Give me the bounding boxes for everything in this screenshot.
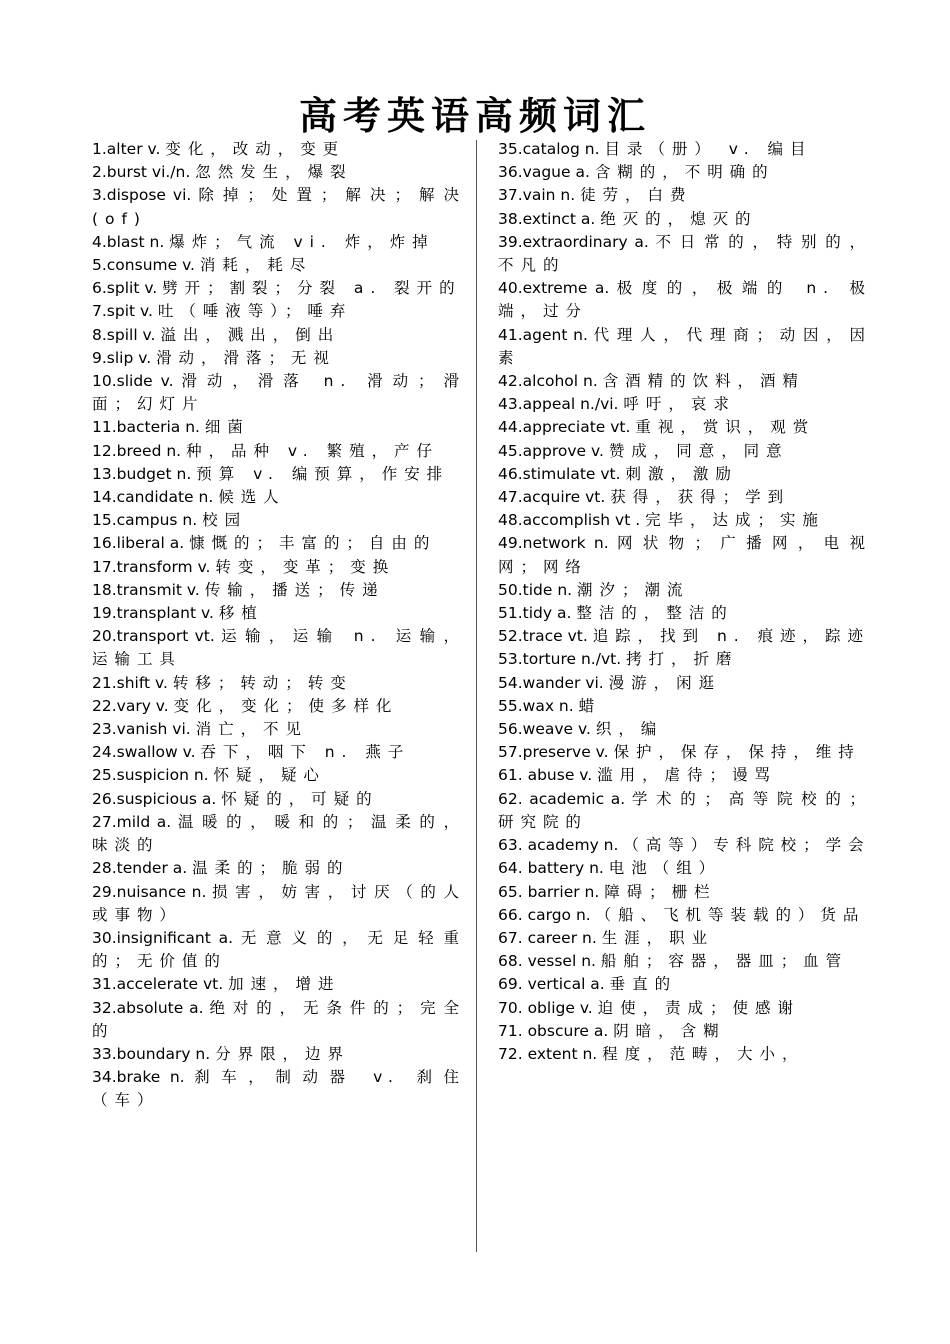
vocab-entry [92,184,466,230]
vocab-entry [498,579,872,602]
vocabulary-column-right [498,138,872,1066]
vocab-entry [92,416,466,439]
vocab-headword: 12.breed n. [92,441,182,460]
vocab-definition: 呼吁，哀求 [623,395,736,414]
vocab-entry [498,1043,872,1066]
vocab-entry [498,950,872,973]
vocab-entry [498,463,872,486]
vocab-headword: 54.wander vi. [498,673,604,692]
vocab-headword: 11.bacteria n. [92,418,200,437]
vocab-entry [498,672,872,695]
vocab-definition: 重视，赏识，观赏 [635,418,816,437]
vocab-headword: 50.tide n. [498,580,573,599]
vocab-definition: （高等）专科院校；学会 [623,836,871,855]
vocab-headword: 29.nuisance n. [92,882,207,901]
vocab-headword: 9.slip v. [92,348,152,367]
vocab-headword: 53.torture n./vt. [498,650,622,669]
vocab-definition: 吞下，咽下 n. 燕子 [200,743,411,762]
vocab-headword: 22.vary v. [92,696,169,715]
vocab-headword: 25.suspicion n. [92,766,209,785]
vocab-definition: 爆炸；气流 vi. 炸，炸掉 [169,232,435,251]
vocab-headword: 27.mild a. [92,812,172,831]
column-divider [476,140,477,1252]
vocab-definition: 学术的；高等院校的；研究院的 [498,789,872,831]
vocab-entry [498,764,872,787]
vocab-definition: 蜡 [578,696,602,715]
vocab-entry [92,788,466,811]
vocab-definition: 移植 [218,604,264,623]
vocab-headword: 63. academy n. [498,836,619,855]
vocab-headword: 17.transform v. [92,557,211,576]
vocab-definition: 代理人，代理商；动因，因素 [498,325,872,367]
vocab-headword: 34.brake n. [92,1068,185,1087]
vocab-headword: 18.transmit v. [92,580,200,599]
vocab-entry [92,277,466,300]
vocab-definition: 含糊的，不明确的 [594,163,775,182]
vocab-entry [498,161,872,184]
vocab-headword: 66. cargo n. [498,905,591,924]
vocab-entry [498,208,872,231]
vocab-definition: 运输，运输 n. 运输，运输工具 [92,627,466,669]
vocab-headword: 26.suspicious a. [92,789,217,808]
vocab-entry [92,231,466,254]
vocab-definition: 细菌 [204,418,250,437]
vocab-headword: 15.campus n. [92,511,198,530]
vocab-definition: 怀疑的，可疑的 [221,789,379,808]
vocab-entry [498,324,872,370]
vocab-definition: 织，编 [595,720,664,739]
vocab-definition: （船、飞机等装载的）货品 [595,905,866,924]
page-title: 高考英语高频词汇 [298,94,651,138]
vocab-entry [92,625,466,671]
vocab-entry [92,347,466,370]
vocab-entry [92,602,466,625]
vocab-entry [498,625,872,648]
vocab-definition: 转变，变革；变换 [215,557,396,576]
vocab-entry [498,138,872,161]
vocab-headword: 4.blast n. [92,232,165,251]
vocab-headword: 71. obscure a. [498,1021,609,1040]
vocab-definition: 变化，变化；使多样化 [173,696,399,715]
vocab-definition: 传输，播送；传递 [204,580,385,599]
vocab-entry [498,973,872,996]
vocab-definition: 滑动，滑落 n. 滑动；滑面；幻灯片 [92,372,466,414]
vocab-entry [92,927,466,973]
vocab-headword: 32.absolute a. [92,998,204,1017]
vocab-entry [498,416,872,439]
vocab-headword: 55.wax n. [498,696,574,715]
vocab-definition: 滥用，虐待；谩骂 [597,766,777,785]
vocab-entry [92,857,466,880]
vocab-entry [498,231,872,277]
vocab-headword: 52.trace vt. [498,627,588,646]
vocab-entry [498,486,872,509]
vocab-headword: 69. vertical a. [498,975,605,994]
vocab-entry [498,834,872,857]
vocab-definition: 漫游，闲逛 [608,673,722,692]
vocab-headword: 56.weave v. [498,720,591,739]
vocab-entry [92,556,466,579]
vocab-headword: 72. extent n. [498,1044,598,1063]
vocab-definition: 追踪，找到 n. 痕迹，踪迹 [592,627,870,646]
vocab-definition: 目录（册） v. 编目 [604,140,813,158]
vocab-definition: 潮汐；潮流 [577,580,690,599]
vocab-entry [498,997,872,1020]
vocab-entry [498,857,872,880]
vocab-headword: 31.accelerate vt. [92,975,224,994]
vocab-entry [498,184,872,207]
vocab-definition: 整洁的，整洁的 [576,604,734,623]
vocab-headword: 21.shift v. [92,673,168,692]
vocab-definition: 慷慨的；丰富的；自由的 [189,534,437,553]
vocab-definition: 迫使，责成；使感谢 [597,998,800,1017]
vocab-headword: 36.vague a. [498,163,590,182]
vocab-definition: 校园 [202,511,248,530]
vocab-definition: 电池（组） [608,859,722,878]
vocab-headword: 23.vanish vi. [92,720,191,739]
vocab-definition: 垂直的 [609,975,678,994]
vocab-headword: 1.alter v. [92,140,161,158]
vocab-definition: 劈开；割裂；分裂 a. 裂开的 [162,279,462,298]
vocab-entry [498,927,872,950]
vocab-headword: 70. oblige v. [498,998,593,1017]
vocab-headword: 5.consume v. [92,256,195,275]
vocab-headword: 46.stimulate vt. [498,464,621,483]
vocab-entry [498,509,872,532]
vocab-headword: 33.boundary n. [92,1044,211,1063]
vocab-definition: 不日常的，特别的，不凡的 [498,232,872,275]
vocab-definition: 刺激，激励 [625,464,738,483]
vocab-entry [498,881,872,904]
vocab-headword: 39.extraordinary a. [498,232,649,251]
vocab-entry [92,463,466,486]
vocab-headword: 64. battery n. [498,859,604,878]
vocab-entry [92,254,466,277]
vocab-headword: 6.split v. [92,279,158,298]
vocab-definition: 获得，获得；学到 [610,488,791,507]
vocab-definition: 分界限，边界 [215,1044,350,1063]
vocab-entry [92,1043,466,1066]
vocab-headword: 51.tidy a. [498,604,572,623]
vocab-definition: 除掉；处置；解决；解决(of) [92,186,466,228]
vocab-headword: 7.spit v. [92,302,153,321]
vocab-entry [498,695,872,718]
vocab-headword: 10.slide v. [92,372,174,391]
vocab-definition: 种，品种 v. 繁殖，产仔 [186,441,439,460]
vocab-definition: 刹车，制动器 v. 刹住（车） [92,1068,466,1110]
vocab-definition: 忽然发生，爆裂 [195,163,353,182]
vocab-entry [498,741,872,764]
vocab-definition: 拷打，折磨 [626,650,739,669]
vocab-headword: 57.preserve v. [498,743,609,762]
vocab-headword: 49.network n. [498,534,609,553]
vocab-headword: 45.approve v. [498,441,604,460]
vocab-entry [498,440,872,463]
vocab-entry [92,486,466,509]
vocab-definition: 船舶；容器，器皿；血管 [600,952,849,971]
vocab-entry [498,788,872,834]
vocab-entry [92,741,466,764]
vocab-entry [498,648,872,671]
vocab-definition: 预算 v. 编预算，作安排 [196,464,450,483]
vocab-definition: 溢出，溅出，倒出 [160,325,341,344]
vocab-headword: 13.budget n. [92,464,192,483]
vocab-definition: 障碍；栅栏 [604,882,717,901]
vocab-entry [92,881,466,927]
vocab-entry [92,324,466,347]
vocab-entry [498,393,872,416]
vocab-headword: 8.spill v. [92,325,156,344]
vocab-headword: 35.catalog n. [498,140,600,158]
vocab-headword: 19.transplant v. [92,604,214,623]
vocab-headword: 20.transport vt. [92,627,215,646]
vocab-definition: 温暖的，暖和的；温柔的，味淡的 [92,812,466,855]
vocab-headword: 28.tender a. [92,859,188,878]
vocab-definition: 消耗，耗尽 [199,256,313,275]
vocab-definition: 生涯，职业 [601,928,715,947]
vocab-entry [92,973,466,996]
vocab-definition: 赞成，同意，同意 [608,441,789,460]
vocab-definition: 极度的，极端的 n. 极端，过分 [498,279,872,321]
vocab-headword: 48.accomplish vt . [498,511,641,530]
vocab-entry [92,440,466,463]
vocab-definition: 怀疑，疑心 [213,766,326,785]
vocab-entry [92,300,466,323]
vocab-entry [92,532,466,555]
vocab-definition: 绝灭的，熄灭的 [600,209,758,228]
vocab-definition: 损害，妨害，讨厌（的人或事物） [92,882,466,924]
vocab-headword: 16.liberal a. [92,534,185,553]
vocab-headword: 30.insignificant a. [92,928,234,947]
vocab-headword: 68. vessel n. [498,952,596,971]
vocab-definition: 保护，保存，保持，维持 [613,743,861,762]
vocab-definition: 候选人 [218,488,286,507]
vocab-definition: 完毕，达成；实施 [645,511,825,530]
vocab-definition: 含酒精的饮料，酒精 [602,372,805,391]
vocab-entry [92,138,466,161]
vocab-definition: 变化，改动，变更 [165,140,346,158]
vocab-headword: 14.candidate n. [92,488,214,507]
vocab-definition: 消亡，不见 [195,720,309,739]
vocab-definition: 温柔的；脆弱的 [192,859,350,878]
vocab-definition: 无意义的，无足轻重的；无价值的 [92,928,466,971]
vocab-headword: 47.acquire vt. [498,488,606,507]
vocab-entry [498,718,872,741]
vocab-headword: 38.extinct a. [498,209,596,228]
vocab-definition: 转移；转动；转变 [172,673,353,692]
vocab-definition: 网状物；广播网，电视网；网络 [498,534,872,576]
vocab-headword: 41.agent n. [498,325,588,344]
vocab-entry [498,602,872,625]
vocab-headword: 3.dispose vi. [92,186,192,205]
vocab-entry [92,997,466,1043]
vocab-entry [92,695,466,718]
vocab-entry [92,764,466,787]
vocab-definition: 徒劳，白费 [580,186,693,205]
vocab-entry [92,672,466,695]
vocab-entry [498,1020,872,1043]
vocab-entry [92,811,466,857]
vocab-definition: 绝对的，无条件的；完全的 [92,998,466,1040]
vocab-headword: 40.extreme a. [498,279,610,298]
vocab-entry [92,579,466,602]
vocab-headword: 62. academic a. [498,789,626,808]
vocab-entry [92,718,466,741]
vocab-entry [92,161,466,184]
vocab-definition: 滑动，滑落；无视 [156,348,336,367]
vocab-entry [92,370,466,416]
vocab-definition: 程度，范畴，大小， [602,1044,805,1063]
vocab-headword: 67. career n. [498,928,597,947]
vocab-entry [92,1066,466,1112]
vocabulary-column-left [92,138,466,1113]
vocab-headword: 2.burst vi./n. [92,163,191,182]
vocab-headword: 44.appreciate vt. [498,418,631,437]
vocab-headword: 42.alcohol n. [498,372,598,391]
vocab-headword: 24.swallow v. [92,743,196,762]
vocab-entry [498,277,872,323]
vocab-entry [498,904,872,927]
vocab-entry [498,532,872,578]
vocab-definition: 阴暗，含糊 [613,1021,726,1040]
vocab-headword: 37.vain n. [498,186,576,205]
vocab-entry [498,370,872,393]
vocab-definition: 吐（唾液等）；唾弃 [157,302,353,321]
vocab-definition: 加速，增进 [228,975,341,994]
vocab-headword: 43.appeal n./vi. [498,395,619,414]
vocab-headword: 65. barrier n. [498,882,600,901]
vocab-entry [92,509,466,532]
vocab-headword: 61. abuse v. [498,766,593,785]
